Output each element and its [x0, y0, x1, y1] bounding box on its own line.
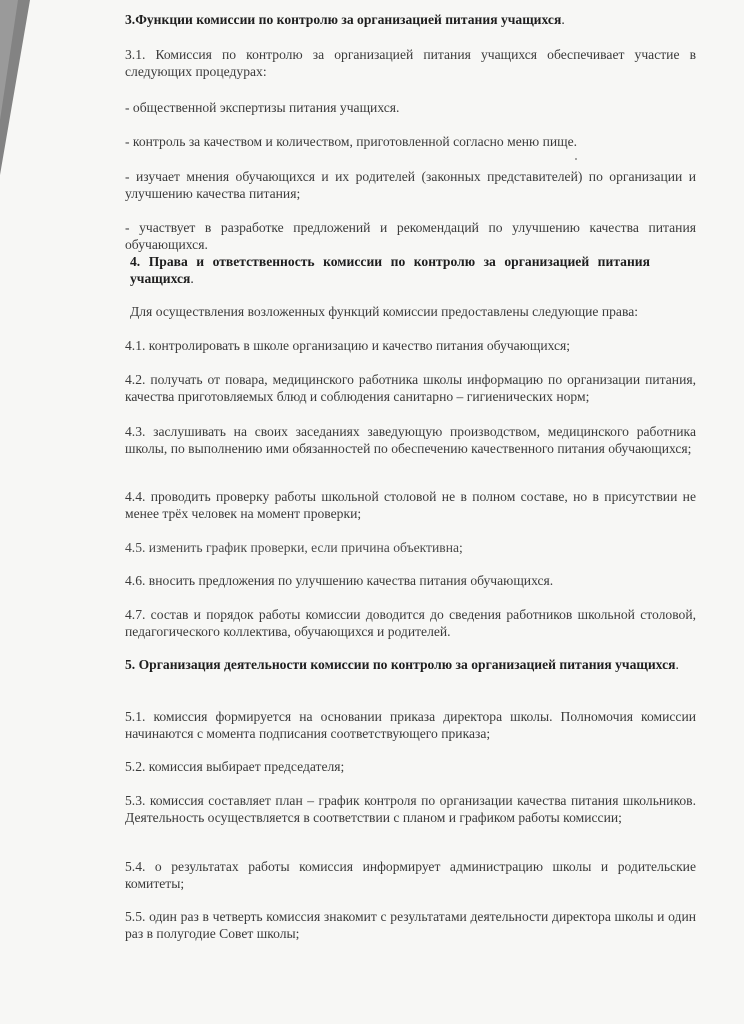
section-4-heading — [130, 253, 650, 287]
section-5-heading-text: 5. Организация деятельности комиссии по контролю за организацией питания учащихся — [125, 657, 676, 672]
paragraph-5-5: 5.5. один раз в четверть комиссия знакомит с результатами деятельности директора школы и один раз в полугодие Совет школы; — [125, 909, 696, 941]
paragraph-3-1: 3.1. Комиссия по контролю за организацией питания учащихся обеспечивает участие в следующих процедурах: — [125, 47, 696, 79]
section-4-heading-text: 4. Права и ответственность комиссии по контролю за организацией питания учащихся — [130, 254, 650, 286]
list-item-3-2: - контроль за качеством и количеством, приготовленной согласно меню пище. — [125, 134, 578, 149]
scan-speck — [575, 158, 577, 160]
section-3-heading — [125, 11, 696, 28]
paragraph-4-3: 4.3. заслушивать на своих заседаниях заведующую производством, медицинского работника школы, по выполнению ими обязанностей по обеспечению качественного питания обучающихся; — [125, 424, 696, 456]
list-item-3-3: - изучает мнения обучающихся и их родителей (законных представителей) по организации и улучшению качества питания; — [125, 169, 696, 201]
paragraph-4-5: 4.5. изменить график проверки, если причина объективна; — [125, 540, 463, 555]
paragraph-5-2: 5.2. комиссия выбирает председателя; — [125, 759, 345, 774]
paragraph-5-1: 5.1. комиссия формируется на основании приказа директора школы. Полномочия комиссии начинаются с момента подписания соответствующего приказа; — [125, 709, 696, 741]
section-3-heading-text: 3.Функции комиссии по контролю за организацией питания учащихся — [125, 12, 562, 27]
section-3-heading-end: . — [561, 12, 565, 27]
paragraph-4-6: 4.6. вносить предложения по улучшению качества питания обучающихся. — [125, 573, 554, 588]
paragraph-4-2: 4.2. получать от повара, медицинского работника школы информацию по организации питания, качества приготовляемых блюд и соблюдения санитарно – гигиенических норм; — [125, 372, 696, 404]
section-4-intro: Для осуществления возложенных функций комиссии предоставлены следующие права: — [130, 304, 639, 319]
paragraph-4-4: 4.4. проводить проверку работы школьной столовой не в полном составе, но в присутствии не менее трёх человек на момент проверки; — [125, 489, 696, 521]
list-item-3-4: - участвует в разработке предложений и рекомендаций по улучшению качества питания обучающихся. — [125, 220, 696, 252]
paragraph-5-4: 5.4. о результатах работы комиссия информирует администрацию школы и родительские комитеты; — [125, 859, 696, 891]
paragraph-5-3: 5.3. комиссия составляет план – график контроля по организации качества питания школьников. Деятельность осуществляется в соответствии с планом и графиком работы комиссии; — [125, 793, 696, 825]
section-5-heading — [125, 656, 696, 673]
section-4-heading-end: . — [190, 271, 194, 286]
scan-shadow-corner-inner — [0, 0, 18, 120]
paragraph-4-7: 4.7. состав и порядок работы комиссии доводится до сведения работников школьной столовой, педагогического коллектива, обучающихся и родителей. — [125, 607, 696, 639]
paragraph-4-1: 4.1. контролировать в школе организацию и качество питания обучающихся; — [125, 338, 571, 353]
list-item-3-1: - общественной экспертизы питания учащихся. — [125, 100, 400, 115]
section-5-heading-end: . — [675, 657, 679, 672]
